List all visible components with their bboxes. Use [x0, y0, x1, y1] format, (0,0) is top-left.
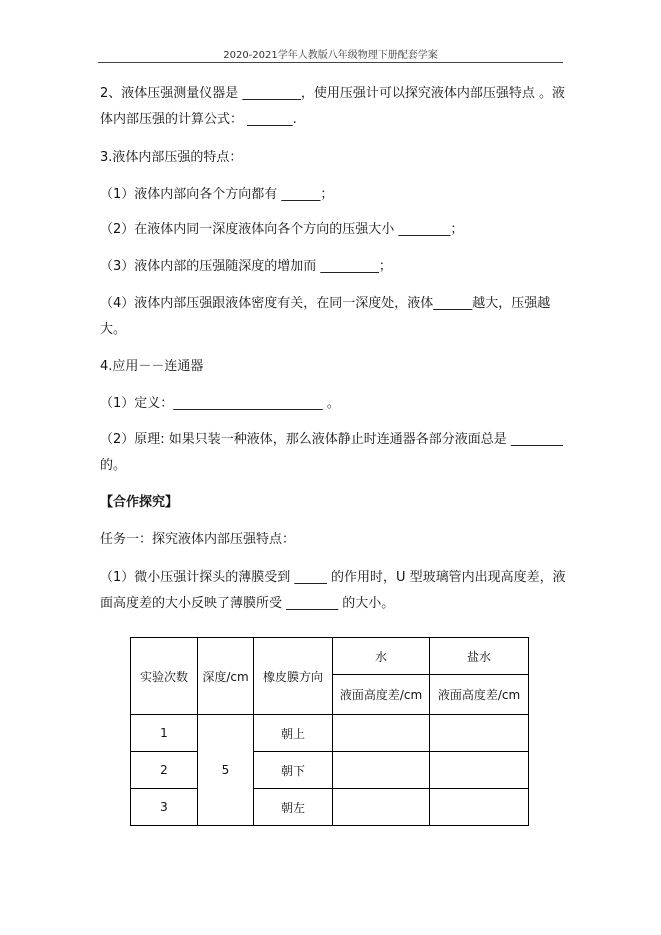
- header-height-diff-water: 液面高度差/cm: [333, 675, 430, 715]
- header-depth: 深度/cm: [198, 638, 254, 715]
- q3-item-4-line-1: （4）液体内部压强跟液体密度有关，在同一深度处，液体______越大，压强越: [100, 296, 551, 311]
- header-brine: 盐水: [430, 638, 529, 675]
- membrane-direction: 朝上: [254, 715, 333, 752]
- trial-number: 3: [131, 789, 198, 826]
- q4-item-2-line-2: 的。: [100, 458, 127, 473]
- q3-item-2: （2）在液体内同一深度液体向各个方向的压强大小 ________；: [100, 222, 464, 237]
- task1-title: 任务一：探究液体内部压强特点：: [100, 532, 296, 547]
- q2-line-1: 2、液体压强测量仪器是 _________，使用压强计可以探究液体内部压强特点 。液: [100, 86, 566, 101]
- water-height-cell: [333, 789, 430, 826]
- q3-title: 3.液体内部压强的特点：: [100, 150, 243, 165]
- header-membrane-direction: 橡皮膜方向: [254, 638, 333, 715]
- brine-height-cell: [430, 752, 529, 789]
- trial-number: 2: [131, 752, 198, 789]
- q4-item-2-line-1: （2）原理: 如果只装一种液体，那么液体静止时连通器各部分液面总是 ________: [100, 432, 563, 447]
- section-title: 【合作探究】: [100, 495, 179, 510]
- q3-item-1: （1）液体内部向各个方向都有 ______；: [100, 187, 334, 202]
- header-trial: 实验次数: [131, 638, 198, 715]
- table-row: [131, 715, 529, 752]
- water-height-cell: [333, 715, 430, 752]
- brine-height-cell: [430, 789, 529, 826]
- header-water: 水: [333, 638, 430, 675]
- header-divider: [98, 62, 563, 63]
- table-row: [131, 752, 529, 789]
- task1-item-1-line-1: （1）微小压强计探头的薄膜受到 _____ 的作用时，U 型玻璃管内出现高度差，液: [100, 570, 566, 585]
- task1-item-1-line-2: 面高度差的大小反映了薄膜所受 ________ 的大小。: [100, 596, 395, 611]
- q3-item-3: （3）液体内部的压强随深度的增加而 _________；: [100, 259, 392, 274]
- page-header: 2020-2021学年人教版八年级物理下册配套学案: [223, 50, 438, 61]
- experiment-table: [130, 637, 529, 826]
- q3-item-4-line-2: 大。: [100, 322, 127, 337]
- membrane-direction: 朝左: [254, 789, 333, 826]
- trial-number: 1: [131, 715, 198, 752]
- table-row: [131, 789, 529, 826]
- header-height-diff-brine: 液面高度差/cm: [430, 675, 529, 715]
- membrane-direction: 朝下: [254, 752, 333, 789]
- depth-value: 5: [198, 715, 254, 826]
- brine-height-cell: [430, 715, 529, 752]
- water-height-cell: [333, 752, 430, 789]
- q4-title: 4.应用－－连通器: [100, 359, 204, 374]
- q2-line-2: 体内部压强的计算公式： _______.: [100, 112, 297, 127]
- q4-item-1: （1）定义：_______________________ 。: [100, 396, 340, 411]
